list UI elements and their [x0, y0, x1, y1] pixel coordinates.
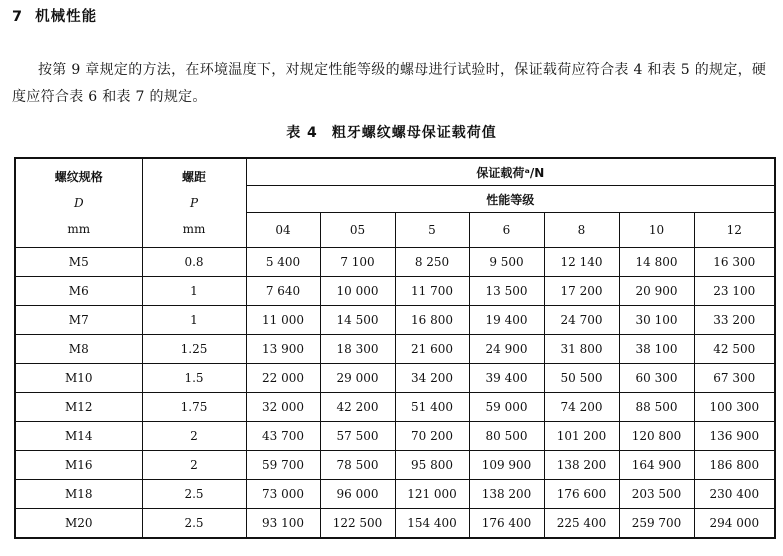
proof-load-cell: 50 500	[544, 364, 619, 393]
table-row	[15, 451, 775, 480]
proof-load-cell: 138 200	[544, 451, 619, 480]
proof-load-cell: 22 000	[246, 364, 320, 393]
proof-load-cell: 51 400	[395, 393, 469, 422]
thread-spec-cell: M12	[15, 393, 142, 422]
table-row	[15, 306, 775, 335]
proof-load-header: 保证载荷ᵃ/N	[246, 158, 775, 186]
proof-load-cell: 121 000	[395, 480, 469, 509]
proof-load-cell: 88 500	[619, 393, 694, 422]
pitch-cell: 1.75	[142, 393, 246, 422]
proof-load-cell: 154 400	[395, 509, 469, 538]
proof-load-cell: 16 300	[694, 248, 775, 277]
proof-load-cell: 259 700	[619, 509, 694, 538]
proof-load-cell: 67 300	[694, 364, 775, 393]
thread-spec-symbol: D	[73, 196, 84, 210]
proof-load-cell: 7 640	[246, 277, 320, 306]
section-title: 机械性能	[35, 9, 98, 25]
proof-load-cell: 122 500	[320, 509, 395, 538]
grade-header-cell: 5	[395, 213, 469, 248]
proof-load-cell: 7 100	[320, 248, 395, 277]
proof-load-cell: 96 000	[320, 480, 395, 509]
proof-load-cell: 230 400	[694, 480, 775, 509]
paragraph-text: 按第 9 章规定的方法，在环境温度下，对规定性能等级的螺母进行试验时，保证载荷应符合表 4 和表 5 的规定，硬度应符合表 6 和表 7 的规定。	[12, 62, 767, 105]
body-paragraph	[12, 57, 774, 111]
proof-load-cell: 136 900	[694, 422, 775, 451]
thread-spec-label: 螺纹规格	[54, 170, 103, 184]
proof-load-cell: 16 800	[395, 306, 469, 335]
table-row	[15, 509, 775, 538]
proof-load-cell: 23 100	[694, 277, 775, 306]
proof-load-cell: 14 500	[320, 306, 395, 335]
grade-header-cell: 05	[320, 213, 395, 248]
proof-load-cell: 70 200	[395, 422, 469, 451]
proof-load-cell: 34 200	[395, 364, 469, 393]
proof-load-cell: 203 500	[619, 480, 694, 509]
pitch-label: 螺距	[181, 170, 206, 184]
property-class-header: 性能等级	[246, 186, 775, 213]
table-row	[15, 248, 775, 277]
proof-load-cell: 38 100	[619, 335, 694, 364]
proof-load-cell: 31 800	[544, 335, 619, 364]
table-row	[15, 364, 775, 393]
table-row	[15, 393, 775, 422]
proof-load-cell: 42 500	[694, 335, 775, 364]
proof-load-cell: 120 800	[619, 422, 694, 451]
proof-load-cell: 12 140	[544, 248, 619, 277]
pitch-cell: 1.5	[142, 364, 246, 393]
section-number: 7	[12, 9, 24, 25]
proof-load-cell: 74 200	[544, 393, 619, 422]
proof-load-cell: 24 900	[469, 335, 544, 364]
proof-load-cell: 95 800	[395, 451, 469, 480]
proof-load-cell: 101 200	[544, 422, 619, 451]
proof-load-cell: 10 000	[320, 277, 395, 306]
table-title: 粗牙螺纹螺母保证载荷值	[331, 125, 497, 141]
thread-spec-cell: M5	[15, 248, 142, 277]
table-row	[15, 480, 775, 509]
proof-load-cell: 17 200	[544, 277, 619, 306]
thread-spec-cell: M10	[15, 364, 142, 393]
grade-header-cell: 12	[694, 213, 775, 248]
pitch-cell: 2.5	[142, 480, 246, 509]
proof-load-cell: 43 700	[246, 422, 320, 451]
pitch-cell: 2	[142, 451, 246, 480]
proof-load-cell: 176 600	[544, 480, 619, 509]
proof-load-cell: 9 500	[469, 248, 544, 277]
proof-load-cell: 73 000	[246, 480, 320, 509]
pitch-unit: mm	[182, 222, 206, 236]
proof-load-cell: 13 500	[469, 277, 544, 306]
proof-load-cell: 20 900	[619, 277, 694, 306]
proof-load-cell: 19 400	[469, 306, 544, 335]
grade-header-cell: 8	[544, 213, 619, 248]
table-number: 表 4	[286, 125, 318, 141]
proof-load-cell: 59 000	[469, 393, 544, 422]
table-body	[15, 248, 775, 538]
pitch-header	[142, 158, 246, 248]
table-row	[15, 422, 775, 451]
grade-header-cell: 6	[469, 213, 544, 248]
proof-load-cell: 176 400	[469, 509, 544, 538]
thread-spec-cell: M7	[15, 306, 142, 335]
proof-load-cell: 138 200	[469, 480, 544, 509]
thread-spec-cell: M6	[15, 277, 142, 306]
proof-load-cell: 225 400	[544, 509, 619, 538]
proof-load-cell: 21 600	[395, 335, 469, 364]
proof-load-cell: 18 300	[320, 335, 395, 364]
proof-load-cell: 60 300	[619, 364, 694, 393]
thread-spec-cell: M8	[15, 335, 142, 364]
proof-load-cell: 32 000	[246, 393, 320, 422]
proof-load-cell: 78 500	[320, 451, 395, 480]
pitch-cell: 2	[142, 422, 246, 451]
proof-load-cell: 100 300	[694, 393, 775, 422]
pitch-cell: 1.25	[142, 335, 246, 364]
proof-load-cell: 11 700	[395, 277, 469, 306]
thread-spec-cell: M18	[15, 480, 142, 509]
proof-load-cell: 5 400	[246, 248, 320, 277]
proof-load-cell: 93 100	[246, 509, 320, 538]
pitch-cell: 0.8	[142, 248, 246, 277]
grade-header-cell: 10	[619, 213, 694, 248]
table-caption	[0, 122, 783, 142]
proof-load-cell: 42 200	[320, 393, 395, 422]
pitch-cell: 1	[142, 306, 246, 335]
thread-spec-cell: M14	[15, 422, 142, 451]
proof-load-cell: 14 800	[619, 248, 694, 277]
proof-load-cell: 33 200	[694, 306, 775, 335]
proof-load-cell: 24 700	[544, 306, 619, 335]
proof-load-cell: 294 000	[694, 509, 775, 538]
thread-spec-cell: M16	[15, 451, 142, 480]
proof-load-cell: 80 500	[469, 422, 544, 451]
proof-load-cell: 164 900	[619, 451, 694, 480]
proof-load-cell: 57 500	[320, 422, 395, 451]
proof-load-cell: 109 900	[469, 451, 544, 480]
grade-header-cell: 04	[246, 213, 320, 248]
proof-load-cell: 11 000	[246, 306, 320, 335]
pitch-cell: 2.5	[142, 509, 246, 538]
proof-load-cell: 39 400	[469, 364, 544, 393]
proof-load-cell: 186 800	[694, 451, 775, 480]
thread-spec-header	[15, 158, 142, 248]
proof-load-cell: 30 100	[619, 306, 694, 335]
pitch-cell: 1	[142, 277, 246, 306]
section-heading	[12, 5, 97, 26]
proof-load-cell: 13 900	[246, 335, 320, 364]
table-row	[15, 277, 775, 306]
proof-load-table	[14, 157, 776, 539]
proof-load-cell: 29 000	[320, 364, 395, 393]
proof-load-cell: 59 700	[246, 451, 320, 480]
proof-load-cell: 8 250	[395, 248, 469, 277]
thread-spec-cell: M20	[15, 509, 142, 538]
table-row	[15, 335, 775, 364]
pitch-symbol: P	[189, 196, 199, 210]
thread-spec-unit: mm	[67, 222, 91, 236]
